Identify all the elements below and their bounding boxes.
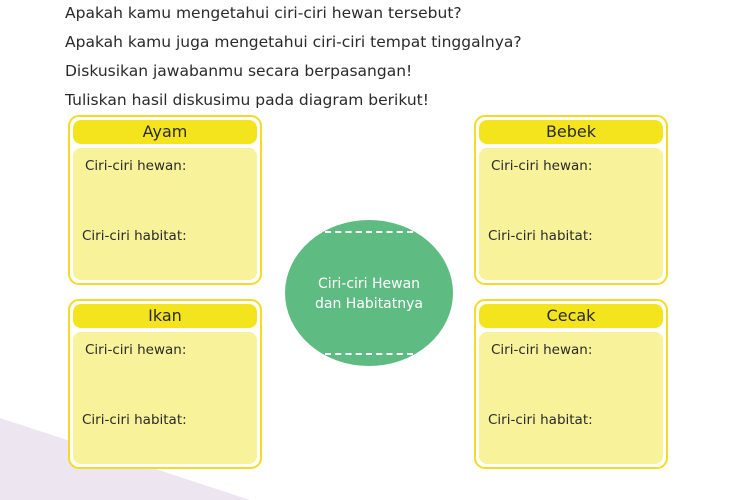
animal-traits-label: Ciri-ciri hewan: — [491, 342, 593, 358]
card-body — [73, 332, 257, 464]
card-body — [479, 332, 663, 464]
card-cecak — [474, 299, 668, 469]
dashed-line — [325, 231, 413, 233]
instruction-line: Tuliskan hasil diskusimu pada diagram berikut! — [65, 91, 429, 109]
card-bebek — [474, 115, 668, 285]
instruction-list — [65, 2, 522, 118]
habitat-traits-label: Ciri-ciri habitat: — [488, 412, 593, 428]
card-title: Bebek — [479, 120, 663, 144]
instruction-line: Apakah kamu mengetahui ciri-ciri hewan tersebut? — [65, 4, 462, 22]
instruction-line: Apakah kamu juga mengetahui ciri-ciri tempat tinggalnya? — [65, 33, 522, 51]
card-title: Ikan — [73, 304, 257, 328]
instruction-line: Diskusikan jawabanmu secara berpasangan! — [65, 62, 413, 80]
habitat-traits-label: Ciri-ciri habitat: — [82, 228, 187, 244]
animal-traits-label: Ciri-ciri hewan: — [85, 158, 187, 174]
center-topic-text — [285, 274, 453, 314]
center-topic-circle — [285, 220, 453, 366]
habitat-traits-label: Ciri-ciri habitat: — [82, 412, 187, 428]
center-topic-line: dan Habitatnya — [315, 296, 423, 312]
card-title: Ayam — [73, 120, 257, 144]
card-body — [479, 148, 663, 280]
habitat-traits-label: Ciri-ciri habitat: — [488, 228, 593, 244]
dashed-line — [325, 353, 413, 355]
card-ayam — [68, 115, 262, 285]
card-ikan — [68, 299, 262, 469]
center-topic-line: Ciri-ciri Hewan — [317, 276, 421, 292]
card-body — [73, 148, 257, 280]
animal-traits-label: Ciri-ciri hewan: — [491, 158, 593, 174]
animal-traits-label: Ciri-ciri hewan: — [85, 342, 187, 358]
card-title: Cecak — [479, 304, 663, 328]
